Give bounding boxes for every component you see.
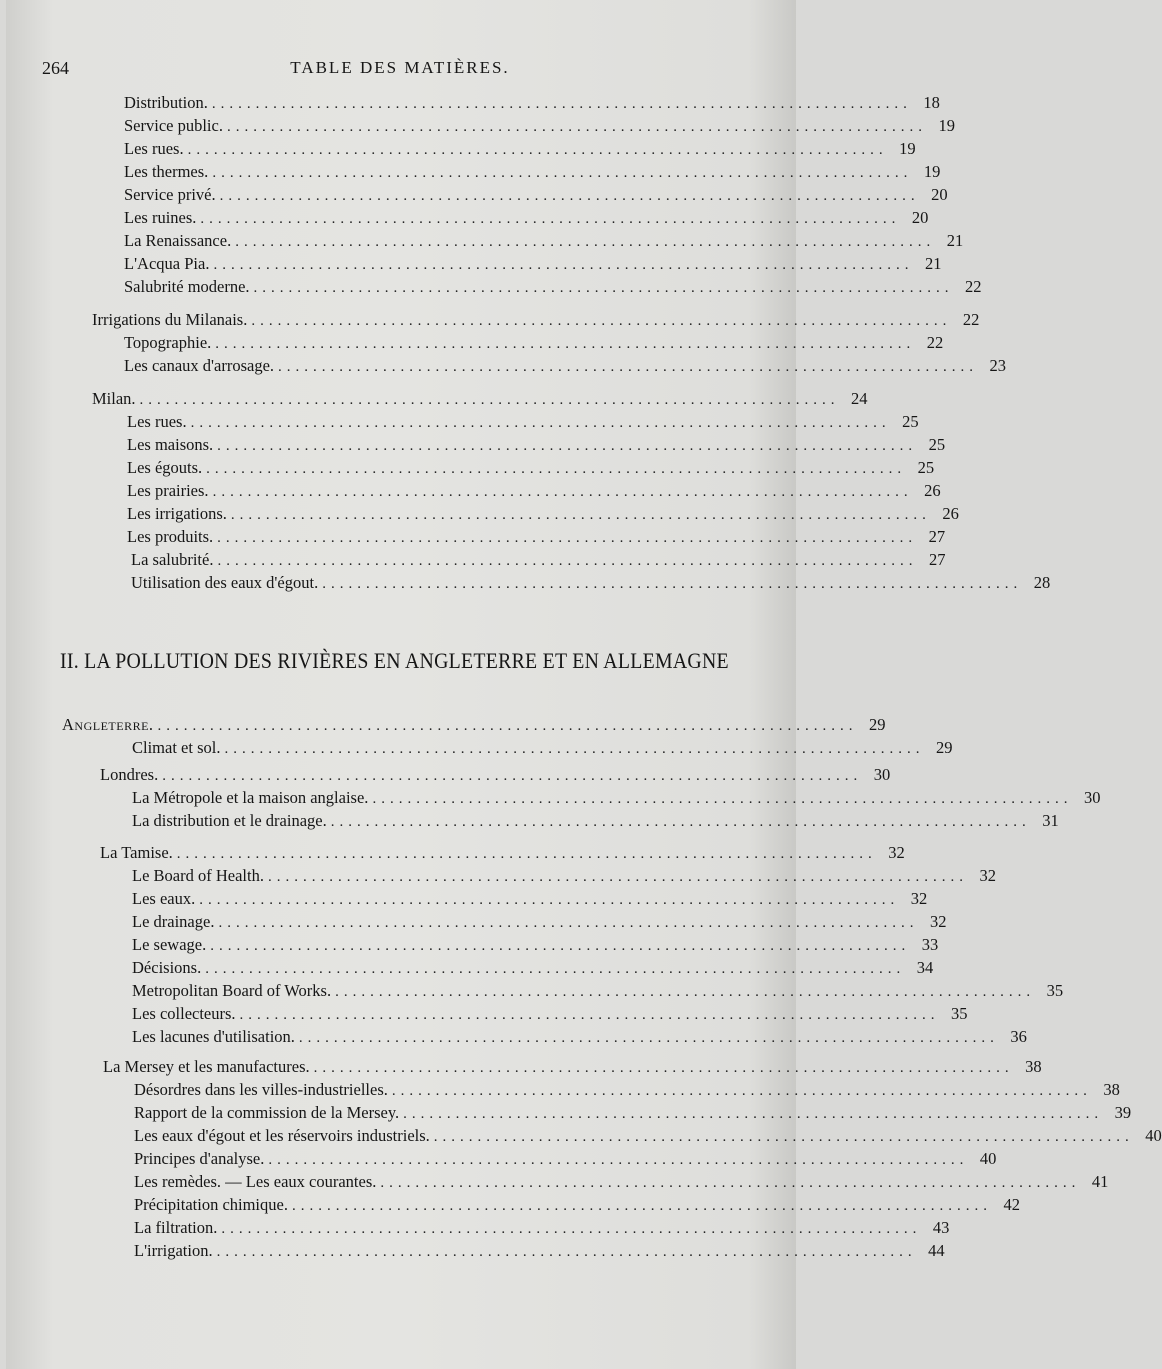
dot-leader: ................................................................................ — [212, 165, 913, 181]
toc-entry-label: Angleterre. — [62, 715, 154, 734]
toc-entry-page: 19 — [923, 162, 941, 181]
toc-entry-page: 40 — [1145, 1126, 1162, 1145]
toc-entry — [132, 810, 1059, 832]
toc-entry-label: Principes d'analyse. — [134, 1149, 265, 1168]
toc-entry-page: 43 — [932, 1218, 950, 1237]
toc-entry-page: 25 — [902, 412, 919, 431]
dot-leader: ................................................................................ — [162, 768, 863, 784]
toc-entry-label: Distribution. — [124, 93, 208, 112]
toc-entry — [132, 865, 996, 887]
toc-entry-page: 35 — [951, 1004, 968, 1023]
toc-entry-label: Désordres dans les villes-industrielles. — [134, 1080, 388, 1099]
dot-leader: ................................................................................ — [433, 1129, 1134, 1145]
toc-entry — [134, 1125, 1162, 1147]
toc-entry-label: Utilisation des eaux d'égout. — [131, 573, 319, 592]
dot-leader: ................................................................................ — [199, 892, 900, 908]
dot-leader: ................................................................................ — [239, 1007, 940, 1023]
dot-leader: ................................................................................ — [403, 1106, 1104, 1122]
dot-leader: ................................................................................ — [190, 415, 891, 431]
toc-entry — [124, 92, 940, 114]
dot-leader: ................................................................................ — [235, 234, 936, 250]
toc-entry-page: 26 — [924, 481, 941, 500]
toc-entry-label: Les ruines. — [124, 208, 197, 227]
toc-entry — [132, 934, 939, 956]
dot-leader: ................................................................................ — [298, 1030, 999, 1046]
toc-entry — [127, 457, 935, 479]
dot-leader: ................................................................................ — [217, 553, 918, 569]
toc-entry-label: Décisions. — [132, 958, 202, 977]
toc-entry — [134, 1148, 997, 1170]
toc-entry-label: Les maisons. — [127, 435, 214, 454]
toc-entry-page: 26 — [942, 504, 959, 523]
dot-leader: ................................................................................ — [206, 461, 907, 477]
dot-leader: ................................................................................ — [380, 1175, 1081, 1191]
toc-entry — [124, 115, 955, 137]
toc-entry-label: Les lacunes d'utilisation. — [132, 1027, 295, 1046]
toc-entry-label: Les égouts. — [127, 458, 203, 477]
dot-leader: ................................................................................ — [278, 359, 979, 375]
toc-entry — [124, 332, 944, 354]
toc-entry-label: Les eaux. — [132, 889, 196, 908]
toc-entry-page: 28 — [1033, 573, 1051, 592]
dot-leader: ................................................................................ — [210, 938, 911, 954]
toc-entry-page: 29 — [935, 738, 953, 757]
toc-entry-page: 32 — [888, 843, 905, 862]
dot-leader: ................................................................................ — [268, 1152, 969, 1168]
toc-entry — [132, 911, 947, 933]
toc-entry — [134, 1102, 1132, 1124]
toc-entry-page: 25 — [917, 458, 935, 477]
toc-entry-page: 22 — [965, 277, 982, 296]
toc-entry-page: 34 — [916, 958, 934, 977]
toc-entry-page: 31 — [1042, 811, 1059, 830]
toc-entry-label: Les collecteurs. — [132, 1004, 236, 1023]
toc-entry-page: 21 — [924, 254, 942, 273]
toc-entry — [132, 1026, 1027, 1048]
dot-leader: ................................................................................ — [187, 142, 888, 158]
toc-entry-label: Le Board of Health. — [132, 866, 264, 885]
toc-entry — [134, 1194, 1020, 1216]
dot-leader: ................................................................................ — [218, 915, 919, 931]
toc-entry-page: 30 — [873, 765, 891, 784]
dot-leader: ................................................................................ — [291, 1198, 992, 1214]
toc-entry — [124, 184, 948, 206]
dot-leader: ................................................................................ — [372, 791, 1073, 807]
toc-entry-label: Les prairies. — [127, 481, 209, 500]
section-heading: II. LA POLLUTION DES RIVIÈRES EN ANGLETERRE ET EN ALLEMAGNE — [60, 648, 729, 673]
dot-leader: ................................................................................ — [176, 846, 877, 862]
toc-entry-page: 35 — [1046, 981, 1064, 1000]
toc-entry — [131, 549, 946, 571]
toc-entry — [132, 1003, 968, 1025]
toc-entry — [134, 1079, 1120, 1101]
toc-entry — [132, 888, 928, 910]
toc-entry — [92, 388, 868, 410]
toc-entry-label: Londres. — [100, 765, 159, 784]
dot-leader: ................................................................................ — [212, 484, 913, 500]
toc-entry-page: 42 — [1003, 1195, 1020, 1214]
toc-entry — [127, 503, 959, 525]
toc-entry-page: 20 — [911, 208, 929, 227]
toc-entry-label: Les rues. — [127, 412, 187, 431]
dot-leader: ................................................................................ — [216, 1244, 917, 1260]
dot-leader: ................................................................................ — [226, 119, 927, 135]
toc-entry — [124, 253, 942, 275]
toc-entry-label: Rapport de la commission de la Mersey. — [134, 1103, 400, 1122]
toc-entry-label: Topographie. — [124, 333, 212, 352]
toc-entry — [131, 572, 1051, 594]
toc-entry — [100, 842, 905, 864]
toc-entry-page: 40 — [979, 1149, 997, 1168]
toc-entry-label: Les eaux d'égout et les réservoirs industriels. — [134, 1126, 430, 1145]
toc-entry — [92, 309, 980, 331]
dot-leader: ................................................................................ — [200, 211, 901, 227]
toc-entry — [124, 276, 982, 298]
toc-entry-label: Climat et sol. — [132, 738, 221, 757]
toc-entry — [127, 411, 919, 433]
toc-entry-page: 25 — [928, 435, 946, 454]
toc-entry-page: 32 — [979, 866, 996, 885]
toc-entry-label: Le drainage. — [132, 912, 215, 931]
dot-leader: ................................................................................ — [251, 313, 952, 329]
toc-entry — [124, 207, 929, 229]
toc-entry — [132, 980, 1064, 1002]
dot-leader: ................................................................................ — [217, 530, 918, 546]
running-header — [0, 58, 800, 82]
toc-entry — [127, 434, 946, 456]
page-number: 264 — [42, 58, 69, 78]
toc-entry-label: Les canaux d'arrosage. — [124, 356, 275, 375]
toc-entry-label: Service privé. — [124, 185, 216, 204]
dot-leader: ................................................................................ — [313, 1060, 1014, 1076]
toc-entry-page: 20 — [931, 185, 948, 204]
toc-entry-page: 22 — [962, 310, 980, 329]
toc-entry-label: Les thermes. — [124, 162, 209, 181]
dot-leader: ................................................................................ — [219, 188, 920, 204]
dot-leader: ................................................................................ — [230, 507, 931, 523]
toc-entry-page: 30 — [1083, 788, 1101, 807]
toc-entry — [124, 230, 964, 252]
toc-entry-label: La Métropole et la maison anglaise. — [132, 788, 369, 807]
toc-entry-page: 38 — [1103, 1080, 1120, 1099]
toc-entry — [103, 1056, 1042, 1078]
toc-entry-label: Le sewage. — [132, 935, 207, 954]
toc-entry-label: Les irrigations. — [127, 504, 227, 523]
toc-entry — [124, 161, 941, 183]
toc-entry-label: Milan. — [92, 389, 136, 408]
toc-entry-label: Irrigations du Milanais. — [92, 310, 248, 329]
toc-entry — [132, 957, 934, 979]
toc-entry — [124, 355, 1007, 377]
toc-entry — [100, 764, 891, 786]
toc-entry-page: 24 — [851, 389, 868, 408]
toc-entry-label: La salubrité. — [131, 550, 214, 569]
toc-entry-page: 38 — [1025, 1057, 1042, 1076]
dot-leader: ................................................................................ — [221, 1221, 922, 1237]
dot-leader: ................................................................................ — [224, 741, 925, 757]
toc-entry-label: L'irrigation. — [134, 1241, 213, 1260]
dot-leader: ................................................................................ — [253, 280, 954, 296]
dot-leader: ................................................................................ — [215, 336, 916, 352]
toc-entry-page: 32 — [910, 889, 928, 908]
dot-leader: ................................................................................ — [391, 1083, 1092, 1099]
toc-entry — [62, 714, 886, 736]
toc-entry-page: 19 — [899, 139, 916, 158]
toc-entry-page: 27 — [928, 527, 946, 546]
toc-entry-label: Service public. — [124, 116, 223, 135]
toc-entry-label: Les produits. — [127, 527, 214, 546]
toc-entry — [134, 1171, 1109, 1193]
toc-entry-label: Metropolitan Board of Works. — [132, 981, 332, 1000]
toc-entry-page: 21 — [946, 231, 964, 250]
toc-entry — [132, 787, 1101, 809]
toc-entry-label: La Tamise. — [100, 843, 173, 862]
toc-entry-label: La distribution et le drainage. — [132, 811, 327, 830]
toc-entry-page: 33 — [921, 935, 939, 954]
toc-entry-label: L'Acqua Pia. — [124, 254, 210, 273]
toc-entry-page: 27 — [928, 550, 946, 569]
dot-leader: ................................................................................ — [322, 576, 1023, 592]
toc-entry-page: 23 — [989, 356, 1007, 375]
toc-entry-label: La filtration. — [134, 1218, 218, 1237]
dot-leader: ................................................................................ — [205, 961, 906, 977]
dot-leader: ................................................................................ — [267, 869, 968, 885]
toc-entry-page: 29 — [869, 715, 886, 734]
dot-leader: ................................................................................ — [217, 438, 918, 454]
dot-leader: ................................................................................ — [330, 814, 1031, 830]
dot-leader: ................................................................................ — [211, 96, 912, 112]
toc-entry-label: Les remèdes. — Les eaux courantes. — [134, 1172, 377, 1191]
page-title: TABLE DES MATIÈRES. — [290, 58, 510, 77]
toc-entry-page: 22 — [926, 333, 944, 352]
toc-entry — [134, 1240, 945, 1262]
toc-entry-label: Précipitation chimique. — [134, 1195, 288, 1214]
toc-entry-page: 44 — [928, 1241, 945, 1260]
dot-leader: ................................................................................ — [335, 984, 1036, 1000]
toc-entry-page: 41 — [1091, 1172, 1109, 1191]
toc-entry-page: 32 — [929, 912, 947, 931]
toc-entry-label: La Renaissance. — [124, 231, 232, 250]
toc-entry — [132, 737, 953, 759]
toc-entry-label: Salubrité moderne. — [124, 277, 250, 296]
toc-entry-page: 19 — [938, 116, 955, 135]
toc-entry — [127, 480, 941, 502]
dot-leader: ................................................................................ — [213, 257, 914, 273]
toc-entry — [124, 138, 916, 160]
toc-entry-label: La Mersey et les manufactures. — [103, 1057, 310, 1076]
toc-entry-label: Les rues. — [124, 139, 184, 158]
toc-entry-page: 36 — [1010, 1027, 1027, 1046]
toc-entry-page: 18 — [923, 93, 940, 112]
toc-entry — [134, 1217, 950, 1239]
toc-entry-page: 39 — [1114, 1103, 1132, 1122]
dot-leader: ................................................................................ — [139, 392, 840, 408]
toc-entry — [127, 526, 946, 548]
dot-leader: ................................................................................ — [157, 718, 858, 734]
